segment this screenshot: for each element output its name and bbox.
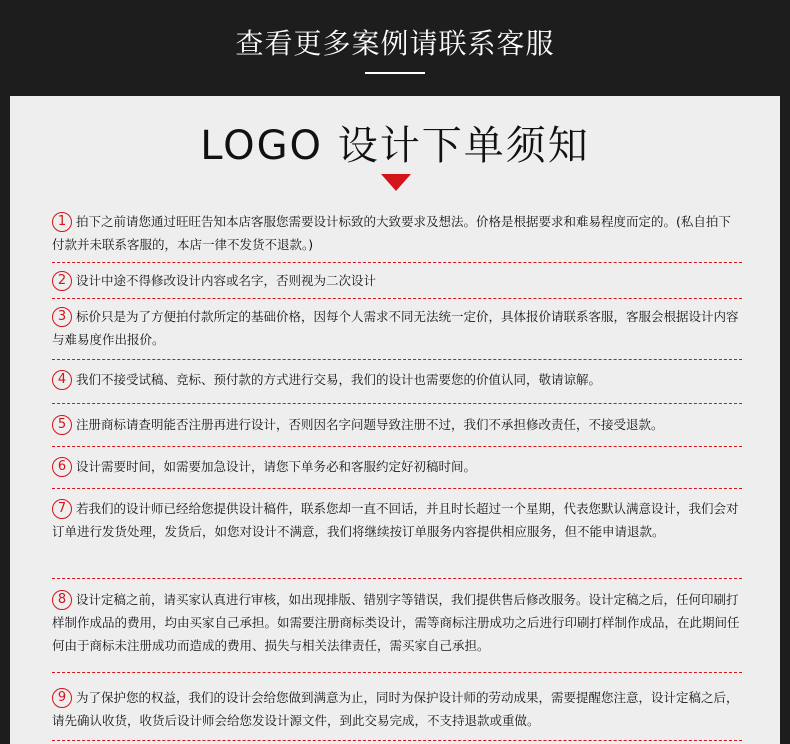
notice-text: 标价只是为了方便拍付款所定的基础价格，因每个人需求不同无法统一定价，具体报价请联系客服，客服会根据设计内容与难易度作出报价。 [52,309,739,347]
dashed-divider [52,403,742,404]
notice-item-5 [52,413,742,436]
dashed-divider [52,578,742,579]
notice-text: 设计需要时间，如需要加急设计，请您下单务必和客服约定好初稿时间。 [76,459,477,474]
notice-item-4 [52,368,742,391]
dashed-divider [52,262,742,263]
notice-item-9 [52,686,742,732]
notice-text: 若我们的设计师已经给您提供设计稿件，联系您却一直不回话，并且时长超过一个星期，代表您默认满意设计，我们会对订单进行发货处理，发货后，如您对设计不满意，我们将继续按订单服务内容提供相应服务，但不能申请退款。 [52,501,739,539]
panel-title: LOGO 设计下单须知 [200,123,590,169]
number-badge: 4 [52,370,72,390]
notice-text: 设计定稿之前，请买家认真进行审核，如出现排版、错别字等错误，我们提供售后修改服务。设计定稿之后，任何印刷打样制作成品的费用，均由买家自己承担。如需要注册商标类设计，需等商标注册成功之后进行印刷打样制作成品，在此期间任何由于商标未注册成功而造成的费用、损失与相关法律责任，需买家自己承担。 [52,592,740,653]
notice-item-6 [52,455,742,478]
notice-item-3 [52,305,742,351]
number-badge: 3 [52,307,72,327]
number-badge: 2 [52,271,72,291]
number-badge: 6 [52,457,72,477]
dashed-divider [52,740,742,741]
number-badge: 9 [52,688,72,708]
notice-text: 设计中途不得修改设计内容或名字，否则视为二次设计 [76,273,377,288]
notice-item-2 [52,269,742,292]
number-badge: 7 [52,499,72,519]
notice-panel [10,96,780,744]
dashed-divider [52,446,742,447]
notice-text: 我们不接受试稿、竞标、预付款的方式进行交易，我们的设计也需要您的价值认同，敬请谅解。 [76,372,602,387]
number-badge: 8 [52,590,72,610]
banner-title: 查看更多案例请联系客服 [235,27,555,60]
dashed-divider [52,298,742,299]
notice-item-8 [52,588,742,657]
notice-text: 为了保护您的权益，我们的设计会给您做到满意为止，同时为保护设计师的劳动成果，需要提醒您注意，设计定稿之后，请先确认收货，收货后设计师会给您发设计源文件，到此交易完成，不支持退款或重做。 [52,690,739,728]
number-badge: 5 [52,415,72,435]
notice-item-1 [52,210,742,256]
down-arrow-icon [381,174,411,191]
dashed-divider [52,488,742,489]
number-badge: 1 [52,212,72,232]
top-banner [0,0,790,96]
notice-text: 拍下之前请您通过旺旺告知本店客服您需要设计标致的大致要求及想法。价格是根据要求和难易程度而定的。(私自拍下付款并未联系客服的，本店一律不发货不退款。) [52,214,731,252]
dashed-divider [52,359,742,360]
notice-text: 注册商标请查明能否注册再进行设计，否则因名字问题导致注册不过，我们不承担修改责任，不接受退款。 [76,417,664,432]
banner-underline [365,72,425,74]
notice-item-7 [52,497,742,543]
dashed-divider [52,672,742,673]
